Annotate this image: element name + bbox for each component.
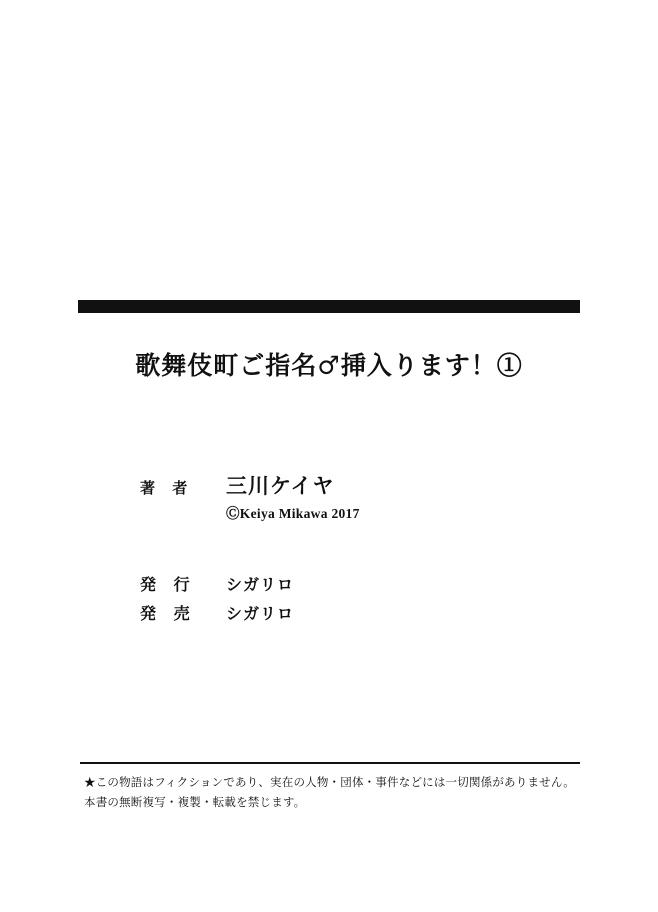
author-credit-block (140, 470, 580, 522)
credit-row (140, 470, 580, 500)
copyright-notice: ⒸKeiya Mikawa 2017 (226, 506, 360, 521)
publisher-row (140, 572, 580, 595)
book-title (78, 346, 580, 382)
author-name: 三川ケイヤ (226, 473, 335, 498)
bottom-divider (80, 762, 580, 764)
publish-value: シガリロ (226, 575, 295, 594)
publish-label: 発 行 (140, 575, 196, 594)
disclaimer-line-2: 本書の無断複写・複製・転載を禁じます。 (84, 795, 306, 809)
disclaimer-block (84, 772, 584, 812)
book-title-text: 歌舞伎町ご指名♂挿入ります！① (135, 351, 523, 380)
release-value: シガリロ (226, 604, 295, 623)
publisher-row (140, 601, 580, 624)
release-label: 発 売 (140, 604, 196, 623)
disclaimer-line-1: ★この物語はフィクションであり、実在の人物・団体・事件などには一切関係がありません。 (84, 775, 575, 789)
publisher-block (140, 572, 580, 630)
top-divider (78, 300, 580, 313)
author-label: 著 者 (140, 479, 194, 497)
